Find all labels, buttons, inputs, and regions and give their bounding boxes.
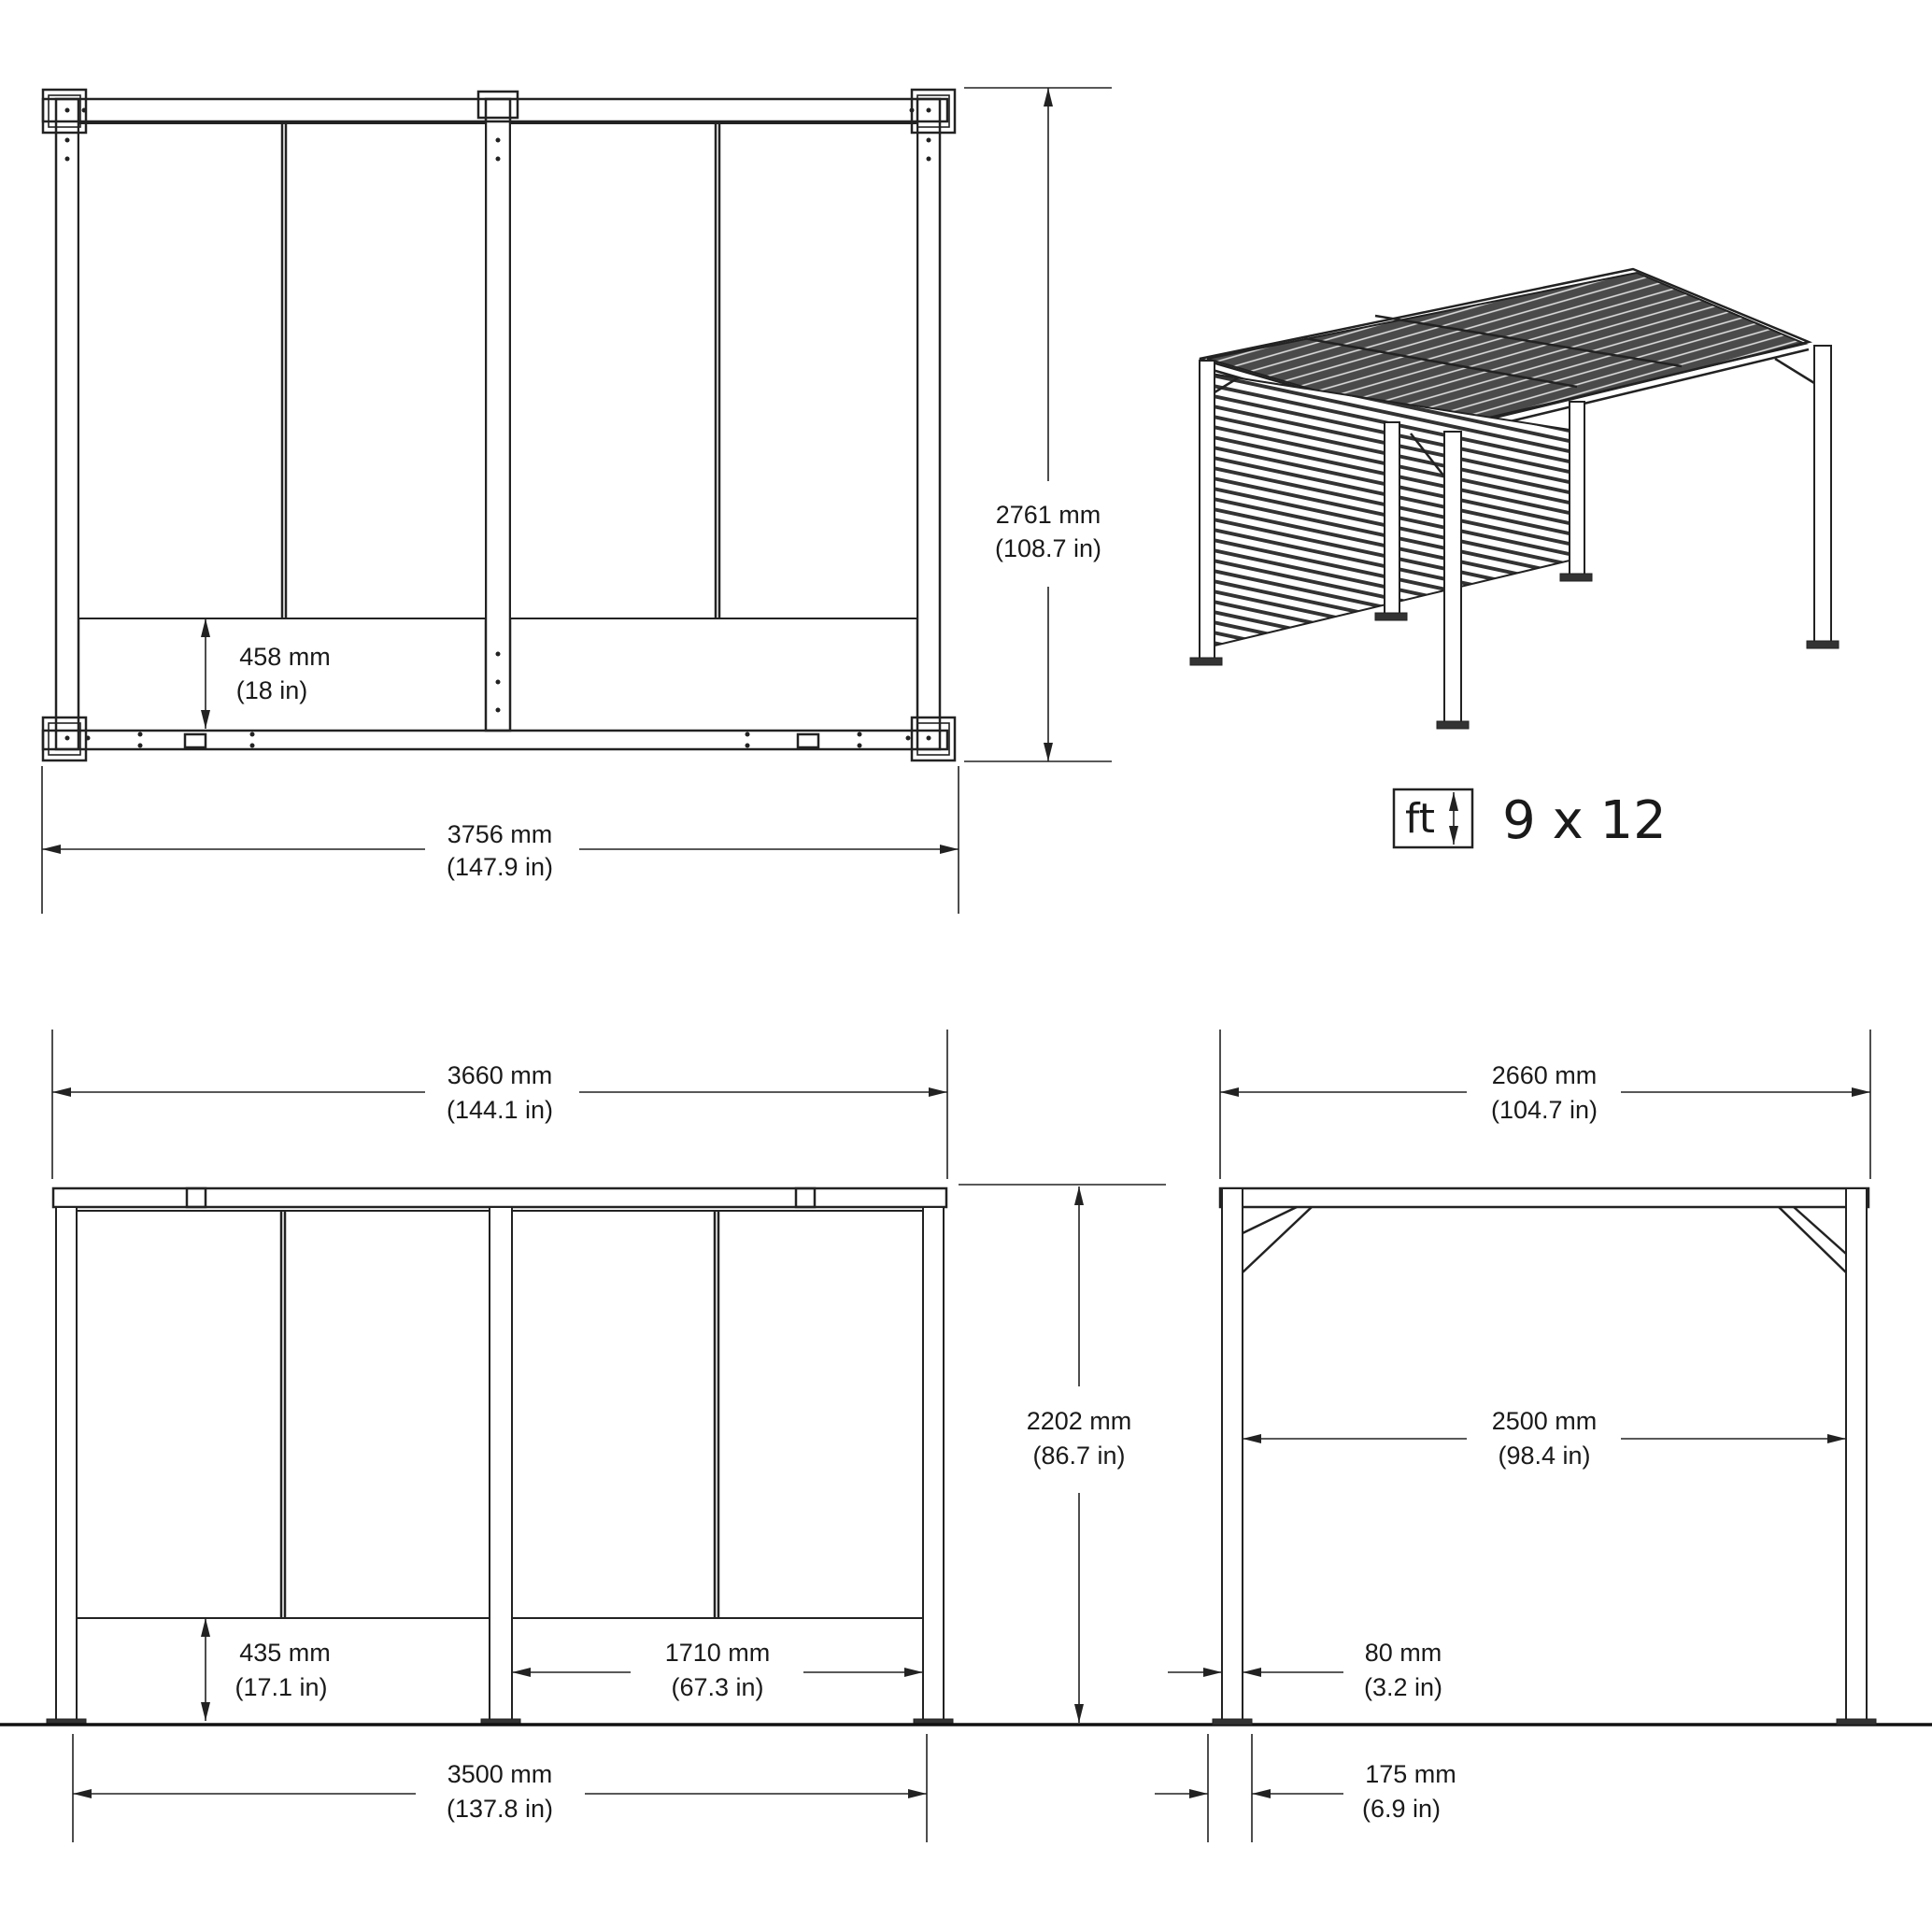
side-inner-mm: 2500 mm <box>1491 1407 1598 1435</box>
front-panel-mm: 1710 mm <box>664 1639 771 1667</box>
side-post-in: (3.2 in) <box>1363 1673 1443 1701</box>
side-post-right <box>1846 1188 1867 1723</box>
side-base-mm: 175 mm <box>1365 1760 1456 1788</box>
side-top-beam <box>1220 1188 1868 1207</box>
perspective-post-5 <box>1814 346 1831 643</box>
side-inner-in: (98.4 in) <box>1498 1442 1591 1470</box>
side-width-mm: 2660 mm <box>1491 1061 1598 1089</box>
front-panel-in: (67.3 in) <box>671 1673 764 1701</box>
front-gap-mm: 435 mm <box>239 1639 331 1667</box>
front-gap-in: (17.1 in) <box>234 1673 328 1701</box>
size-badge-size: 9 x 12 <box>1502 790 1667 851</box>
top-view <box>42 88 1112 914</box>
top-frame-left-beam <box>56 99 78 749</box>
side-post-mm: 80 mm <box>1364 1639 1442 1667</box>
front-span-in: (137.8 in) <box>446 1795 554 1823</box>
top-frame-right-beam <box>917 99 940 749</box>
front-span-mm: 3500 mm <box>447 1760 553 1788</box>
perspective-view <box>1190 269 1839 729</box>
side-post-left <box>1222 1188 1243 1723</box>
side-view <box>1155 1030 1876 1842</box>
top-width-in: (147.9 in) <box>446 853 554 881</box>
front-height-mm: 2202 mm <box>1026 1407 1132 1435</box>
top-gap-in: (18 in) <box>235 676 308 704</box>
perspective-post-2 <box>1385 422 1399 615</box>
perspective-post-3 <box>1444 432 1461 723</box>
top-louver-panel-right <box>510 123 917 618</box>
front-height-in: (86.7 in) <box>1032 1442 1126 1470</box>
top-width-mm: 3756 mm <box>447 820 553 848</box>
front-post-right <box>923 1207 944 1723</box>
front-post-left <box>56 1207 77 1723</box>
size-badge <box>1394 789 1667 851</box>
front-louver-panel-left <box>77 1211 490 1618</box>
front-width-in: (144.1 in) <box>446 1096 554 1124</box>
top-frame-center-beam <box>486 99 510 731</box>
side-width-in: (104.7 in) <box>1490 1096 1598 1124</box>
side-base-in: (6.9 in) <box>1361 1795 1442 1823</box>
size-badge-unit: ft <box>1405 795 1435 843</box>
top-gap-mm: 458 mm <box>239 643 331 671</box>
perspective-post-1 <box>1200 361 1215 660</box>
perspective-post-4 <box>1570 402 1584 575</box>
front-view <box>47 1030 1166 1842</box>
front-width-mm: 3660 mm <box>447 1061 553 1089</box>
top-depth-in: (108.7 in) <box>994 534 1102 562</box>
top-depth-mm: 2761 mm <box>995 501 1101 529</box>
front-post-center <box>490 1207 512 1723</box>
